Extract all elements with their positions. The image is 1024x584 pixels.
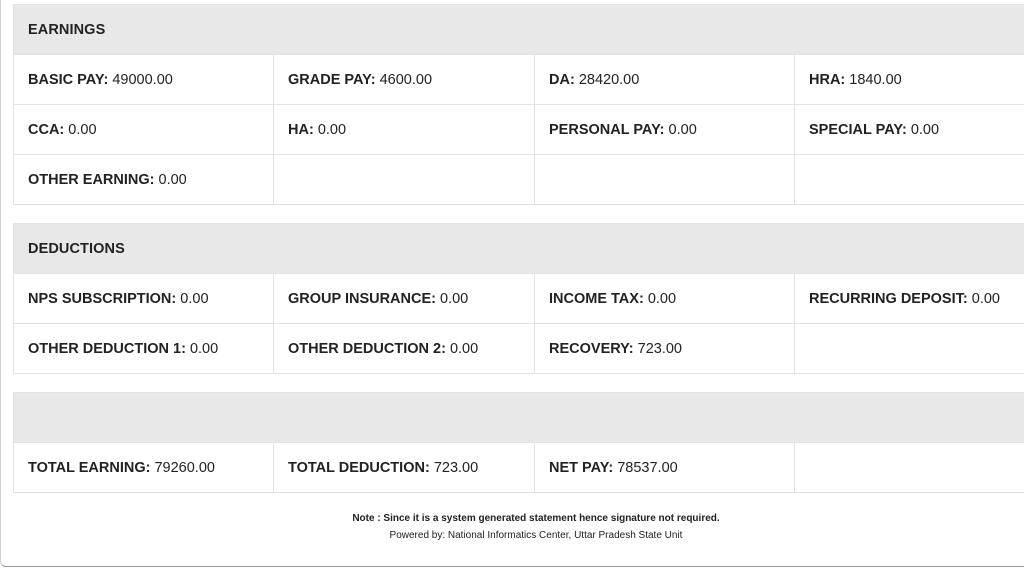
field-value: 28420.00 — [578, 71, 640, 88]
field-label: PERSONAL PAY: — [549, 121, 665, 138]
field-value: 0.00 — [971, 290, 1000, 307]
other-earning-cell — [14, 155, 274, 205]
total-deduction-cell — [274, 443, 535, 493]
field-label: CCA: — [28, 121, 65, 138]
empty-cell — [535, 155, 795, 205]
field-label: RECURRING DEPOSIT: — [809, 290, 968, 307]
earnings-section-title: EARNINGS — [14, 5, 1024, 55]
field-label: DA: — [549, 71, 575, 88]
income-tax-cell — [535, 274, 795, 324]
field-label: TOTAL EARNING: — [28, 459, 151, 476]
field-label: BASIC PAY: — [28, 71, 109, 88]
field-label: OTHER EARNING: — [28, 171, 155, 188]
deductions-header-row — [14, 224, 1024, 274]
field-value: 0.00 — [910, 121, 940, 138]
signature-note: Note : Since it is a system generated statement hence signature not required. — [352, 513, 720, 524]
table-row — [14, 274, 1024, 324]
table-row — [14, 443, 1024, 493]
field-label: OTHER DEDUCTION 2: — [288, 340, 446, 357]
field-label: HRA: — [809, 71, 846, 88]
powered-by-text: Powered by: National Informatics Center, Uttar Pradesh State Unit — [389, 530, 683, 541]
field-label: TOTAL DEDUCTION: — [288, 459, 430, 476]
field-value: 4600.00 — [379, 71, 433, 88]
totals-table — [13, 392, 1024, 493]
table-row — [14, 105, 1024, 155]
other-deduction-1-cell — [14, 324, 274, 374]
group-insurance-cell — [274, 274, 535, 324]
field-label: SPECIAL PAY: — [809, 121, 907, 138]
table-row — [14, 155, 1024, 205]
field-value: 0.00 — [180, 290, 209, 307]
field-label: RECOVERY: — [549, 340, 634, 357]
da-cell — [535, 55, 795, 105]
field-value: 49000.00 — [112, 71, 173, 88]
empty-cell — [795, 443, 1024, 493]
field-label: OTHER DEDUCTION 1: — [28, 340, 186, 357]
earnings-table — [13, 4, 1024, 205]
totals-header-row — [14, 393, 1024, 443]
field-value: 0.00 — [317, 121, 347, 138]
field-value: 0.00 — [668, 121, 697, 138]
field-value: 0.00 — [189, 340, 219, 357]
other-deduction-2-cell — [274, 324, 535, 374]
totals-section-title — [14, 393, 1024, 443]
empty-cell — [795, 324, 1024, 374]
special-pay-cell — [795, 105, 1024, 155]
field-label: GROUP INSURANCE: — [288, 290, 436, 307]
field-value: 0.00 — [158, 171, 187, 188]
basic-pay-cell — [14, 55, 274, 105]
net-pay-cell — [535, 443, 795, 493]
field-value: 78537.00 — [617, 459, 678, 476]
total-earning-cell — [14, 443, 274, 493]
deductions-table — [13, 223, 1024, 374]
field-value: 723.00 — [637, 340, 682, 357]
cca-cell — [14, 105, 274, 155]
field-label: INCOME TAX: — [549, 290, 644, 307]
field-label: GRADE PAY: — [288, 71, 376, 88]
ha-cell — [274, 105, 535, 155]
recurring-deposit-cell — [795, 274, 1024, 324]
nps-subscription-cell — [14, 274, 274, 324]
deductions-section-title: DEDUCTIONS — [14, 224, 1024, 274]
field-value: 0.00 — [647, 290, 677, 307]
field-value: 723.00 — [433, 459, 479, 476]
table-row — [14, 55, 1024, 105]
field-label: HA: — [288, 121, 314, 138]
empty-cell — [274, 155, 535, 205]
recovery-cell — [535, 324, 795, 374]
field-label: NPS SUBSCRIPTION: — [28, 290, 177, 307]
field-value: 0.00 — [449, 340, 479, 357]
field-label: NET PAY: — [549, 459, 614, 476]
grade-pay-cell — [274, 55, 535, 105]
hra-cell — [795, 55, 1024, 105]
earnings-header-row — [14, 5, 1024, 55]
personal-pay-cell — [535, 105, 795, 155]
field-value: 0.00 — [440, 290, 469, 307]
table-row — [14, 324, 1024, 374]
field-value: 79260.00 — [154, 459, 215, 476]
field-value: 1840.00 — [849, 71, 902, 88]
empty-cell — [795, 155, 1024, 205]
field-value: 0.00 — [68, 121, 97, 138]
